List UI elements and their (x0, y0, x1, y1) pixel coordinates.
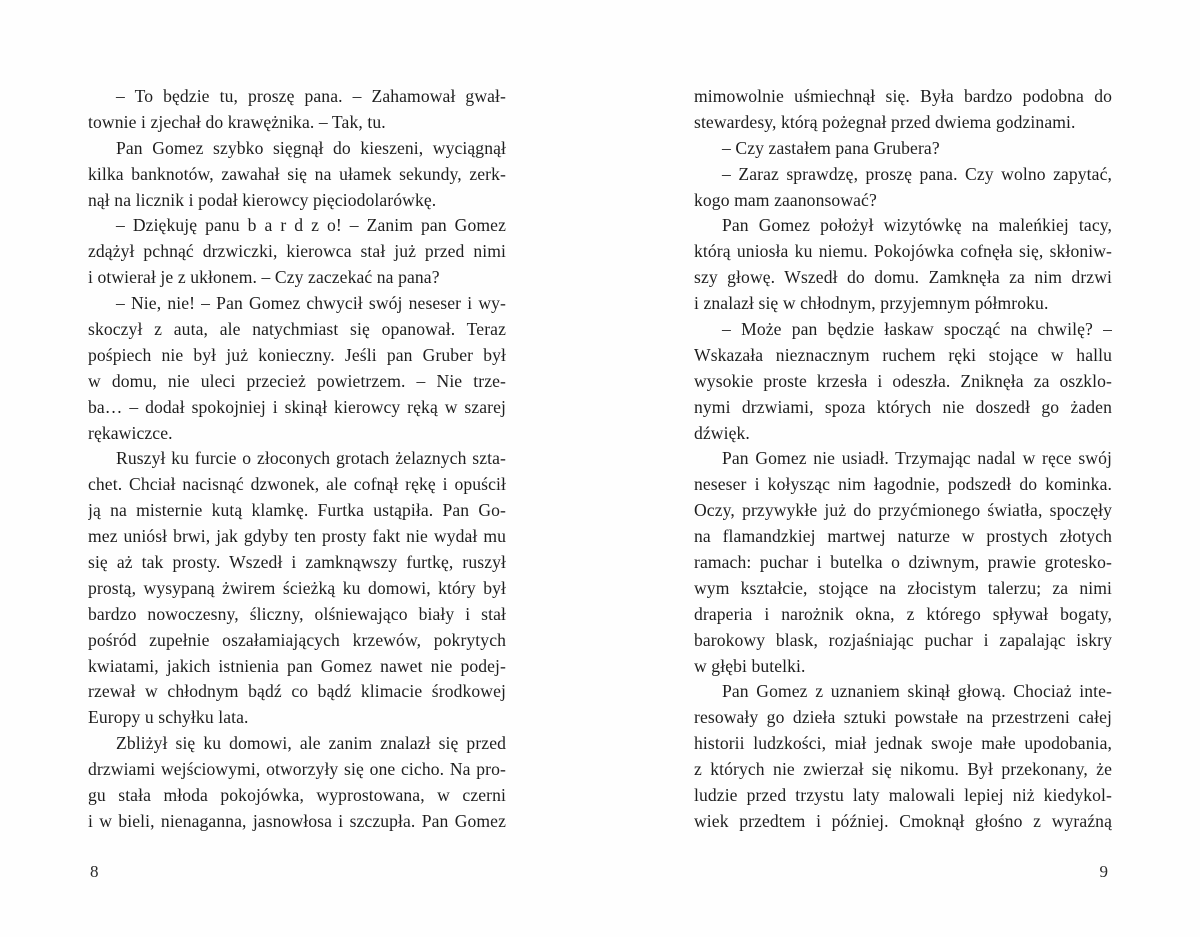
text-line: drzwiami wejściowymi, otworzyły się one cicho. Na pro- (88, 759, 506, 780)
text-line: ba… – dodał spokojniej i skinął kierowcy ręką w szarej (88, 396, 506, 417)
text-line: szy głowę. Wszedł do domu. Zamknęła za nim drzwi (694, 267, 1112, 288)
text-line: się aż tak prosty. Wszedł i zamknąwszy furtkę, ruszył (88, 552, 506, 573)
text-line: kilka banknotów, zawahał się na ułamek sekundy, zerk- (88, 163, 506, 184)
text-line: mimowolnie uśmiechnął się. Była bardzo podobna do (694, 86, 1112, 106)
text-line: zdążył pchnąć drzwiczki, kierowca stał już przed nimi (88, 241, 506, 262)
page-text-column (694, 84, 1112, 835)
text-line: ją na misternie kutą klamkę. Furtka ustąpiła. Pan Go- (88, 500, 506, 521)
text-line: rzewał w chłodnym bądź co bądź klimacie środkowej (88, 681, 506, 702)
text-line: Europy u schyłku lata. (88, 707, 249, 728)
text-line: nął na licznik i podał kierowcy pięciodolarówkę. (88, 189, 437, 210)
text-line: z których nie zwierzał się nikomu. Był przekonany, że (694, 759, 1112, 780)
page-text-column (88, 84, 506, 835)
text-line: Pan Gomez z uznaniem skinął głową. Chociaż inte- (722, 681, 1112, 702)
text-line: dźwięk. (694, 422, 750, 443)
page-number-right: 9 (1099, 861, 1108, 881)
text-line: pośpiech nie był już konieczny. Jeśli pan Gruber był (88, 344, 506, 365)
text-line: chet. Chciał nacisnąć dzwonek, ale cofnął rękę i opuścił (88, 474, 506, 495)
text-line: kwiatami, jakich istnienia pan Gomez nawet nie podej- (88, 655, 506, 676)
text-line: neseser i kołysząc nim łagodnie, podszedł do kominka. (694, 474, 1112, 495)
page-number-left: 8 (90, 861, 99, 881)
text-line: bardzo nowoczesny, śliczny, olśniewająco biały i stał (88, 603, 506, 624)
text-line: pośród zupełnie oszałamiających krzewów, pokrytych (88, 629, 506, 650)
text-line: nymi drzwiami, spoza których nie doszedł go żaden (694, 396, 1112, 417)
text-line: skoczył z auta, ale natychmiast się opanował. Teraz (88, 319, 506, 340)
text-line: na flamandzkiej martwej naturze w prostych złotych (694, 526, 1112, 547)
text-line: townie i zjechał do krawężnika. – Tak, tu. (88, 111, 386, 132)
text-line: wiek przedtem i później. Cmoknął głośno z wyraźną (694, 810, 1112, 831)
text-line: ramach: puchar i butelka o dziwnym, prawie grotesko- (694, 552, 1112, 573)
text-line: mez uniósł brwi, jak gdyby ten prosty fakt nie wydał mu (88, 526, 506, 547)
text-line: Oczy, przywykłe już do przyćmionego światła, spoczęły (694, 500, 1112, 521)
text-line: gu stała młoda pokojówka, wyprostowana, w czerni (88, 785, 506, 806)
text-line: barokowy blask, rozjaśniając puchar i zapalając iskry (694, 629, 1112, 650)
text-line: resowały go dzieła sztuki powstałe na przestrzeni całej (694, 707, 1112, 728)
text-line: i znalazł się w chłodnym, przyjemnym półmroku. (694, 293, 1049, 314)
text-line: – To będzie tu, proszę pana. – Zahamował gwał- (116, 86, 506, 106)
text-line: i w bieli, nienaganna, jasnowłosa i szczupła. Pan Gomez (88, 810, 506, 831)
text-line: w głębi butelki. (694, 655, 806, 676)
text-line: którą uniosła ku niemu. Pokojówka cofnęła się, skłoniw- (694, 241, 1112, 262)
text-line: Pan Gomez nie usiadł. Trzymając nadal w ręce swój (722, 448, 1112, 469)
text-line: Wskazała nieznacznym ruchem ręki stojące w hallu (694, 344, 1112, 365)
text-line: i otwierał je z ukłonem. – Czy zaczekać na pana? (88, 267, 440, 288)
text-line: wym kształcie, stojące na złocistym talerzu; za nimi (694, 577, 1112, 598)
text-line: ludzie przed trzystu laty malowali lepiej niż kiedykol- (694, 785, 1112, 806)
text-line: Ruszył ku furcie o złoconych grotach żelaznych szta- (116, 448, 506, 469)
text-line: prostą, wysypaną żwirem ścieżką ku domowi, który był (88, 577, 506, 598)
page-left (88, 84, 506, 937)
text-line: w domu, nie uleci przecież powietrzem. – Nie trze- (88, 370, 506, 391)
text-line: Pan Gomez szybko sięgnął do kieszeni, wyciągnął (116, 137, 506, 158)
text-line: rękawiczce. (88, 422, 173, 443)
text-line: historii ludzkości, miał jednak swoje małe upodobania, (694, 733, 1112, 754)
text-line: stewardesy, którą pożegnał przed dwiema godzinami. (694, 111, 1076, 132)
text-line: – Czy zastałem pana Grubera? (722, 137, 940, 158)
text-line: kogo mam zaanonsować? (694, 189, 877, 210)
text-line: – Nie, nie! – Pan Gomez chwycił swój neseser i wy- (116, 293, 506, 314)
text-line: Pan Gomez położył wizytówkę na maleńkiej tacy, (722, 215, 1112, 236)
text-line: Zbliżył się ku domowi, ale zanim znalazł się przed (116, 733, 506, 754)
text-line: – Może pan będzie łaskaw spocząć na chwilę? – (722, 319, 1112, 340)
text-line: – Zaraz sprawdzę, proszę pana. Czy wolno zapytać, (722, 163, 1112, 184)
page-right (694, 84, 1112, 937)
text-line: wysokie proste krzesła i odeszła. Zniknęła za oszklo- (694, 370, 1112, 391)
text-line: draperia i narożnik okna, z którego spływał bogaty, (694, 603, 1112, 624)
text-line: – Dziękuję panu b a r d z o! – Zanim pan Gomez (116, 215, 506, 236)
